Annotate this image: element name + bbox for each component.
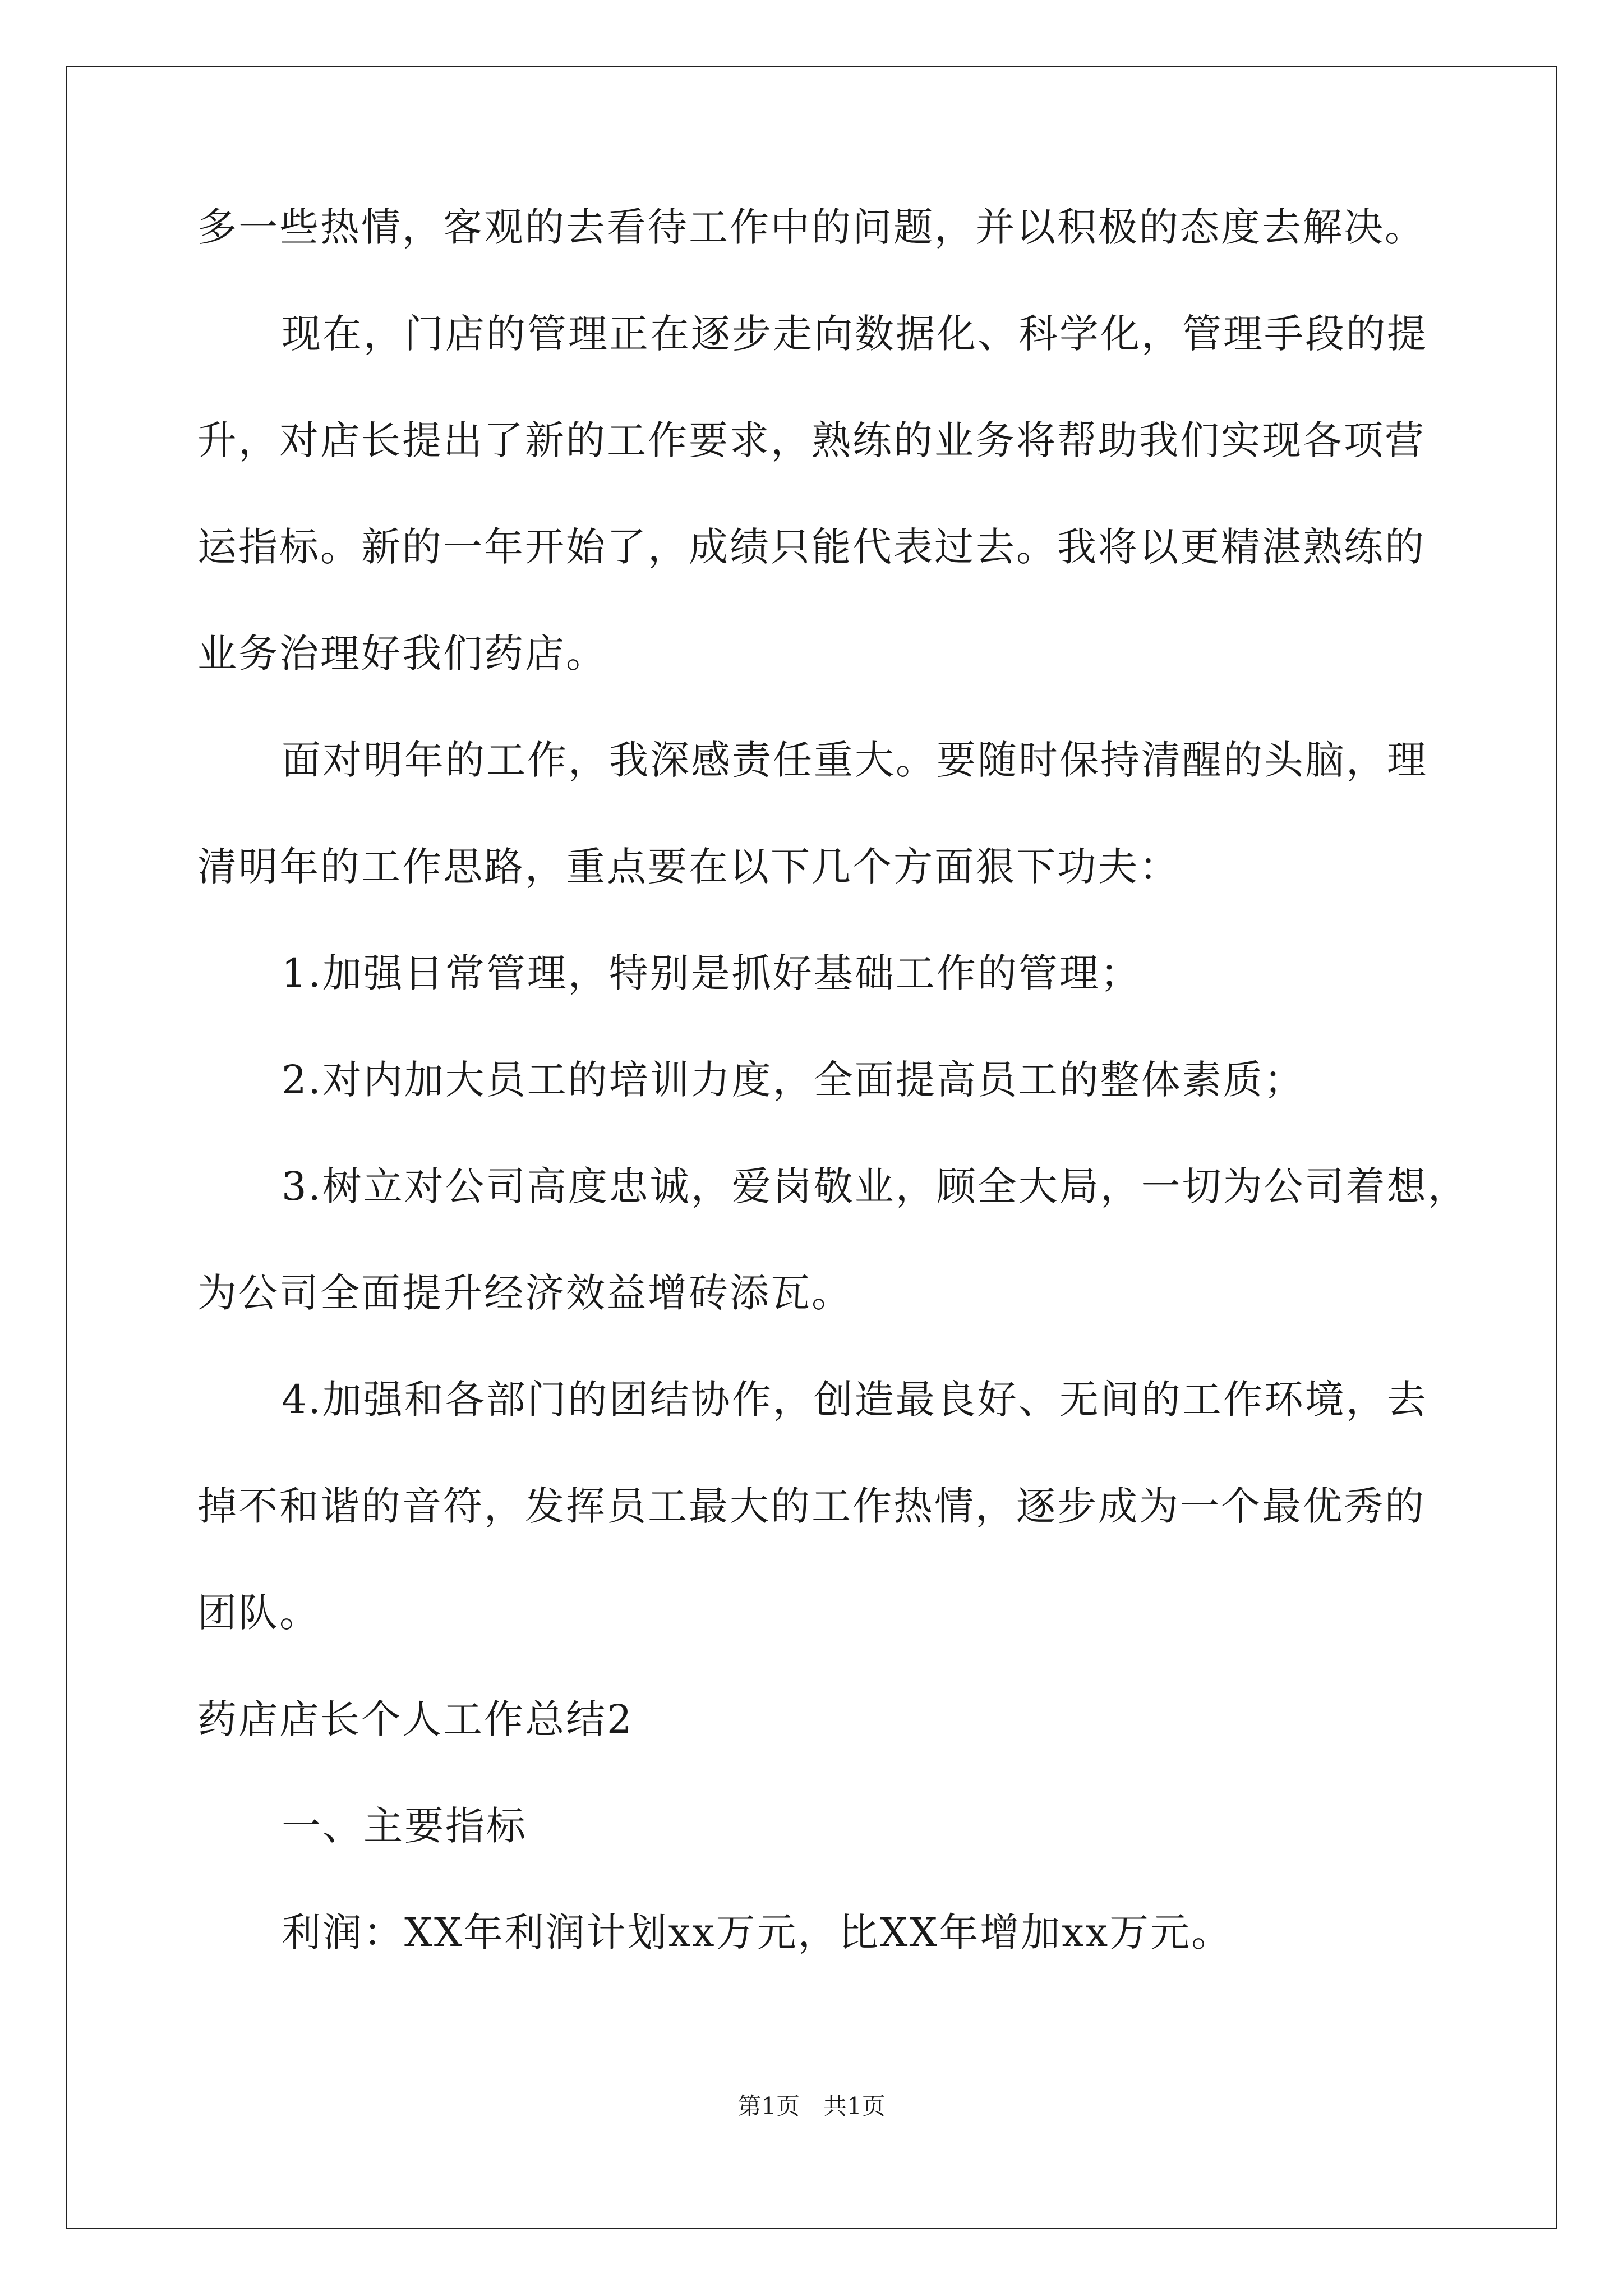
page-footer: 第1页 共1页 <box>737 2092 886 2120</box>
list-item: 3.树立对公司高度忠诚，爱岗敬业，顾全大局，一切为公司着想， <box>282 1163 1469 1209</box>
list-item: 1.加强日常管理，特别是抓好基础工作的管理； <box>282 950 1141 996</box>
paragraph-line: 多一些热情，客观的去看待工作中的问题，并以积极的态度去解决。 <box>197 204 1426 250</box>
paragraph-line: 现在，门店的管理正在逐步走向数据化、科学化，管理手段的提 <box>282 311 1428 357</box>
list-item: 2.对内加大员工的培训力度，全面提高员工的整体素质； <box>282 1057 1305 1103</box>
list-item-continuation: 团队。 <box>197 1590 320 1636</box>
paragraph-line: 清明年的工作思路，重点要在以下几个方面狠下功夫： <box>197 844 1180 890</box>
list-item-continuation: 掉不和谐的音符，发挥员工最大的工作热情，逐步成为一个最优秀的 <box>197 1483 1426 1529</box>
list-item-continuation: 为公司全面提升经济效益增砖添瓦。 <box>197 1270 852 1316</box>
paragraph-line: 业务治理好我们药店。 <box>197 631 607 677</box>
list-item: 4.加强和各部门的团结协作，创造最良好、无间的工作环境，去 <box>282 1377 1428 1423</box>
section-heading: 药店店长个人工作总结2 <box>197 1696 634 1742</box>
page-border <box>66 66 1557 2229</box>
paragraph-line: 利润：XX年利润计划xx万元，比XX年增加xx万元。 <box>282 1910 1233 1955</box>
paragraph-line: 升，对店长提出了新的工作要求，熟练的业务将帮助我们实现各项营 <box>197 417 1426 463</box>
paragraph-line: 面对明年的工作，我深感责任重大。要随时保持清醒的头脑，理 <box>282 737 1428 783</box>
subsection-heading: 一、主要指标 <box>282 1803 527 1849</box>
paragraph-line: 运指标。新的一年开始了，成绩只能代表过去。我将以更精湛熟练的 <box>197 524 1426 570</box>
